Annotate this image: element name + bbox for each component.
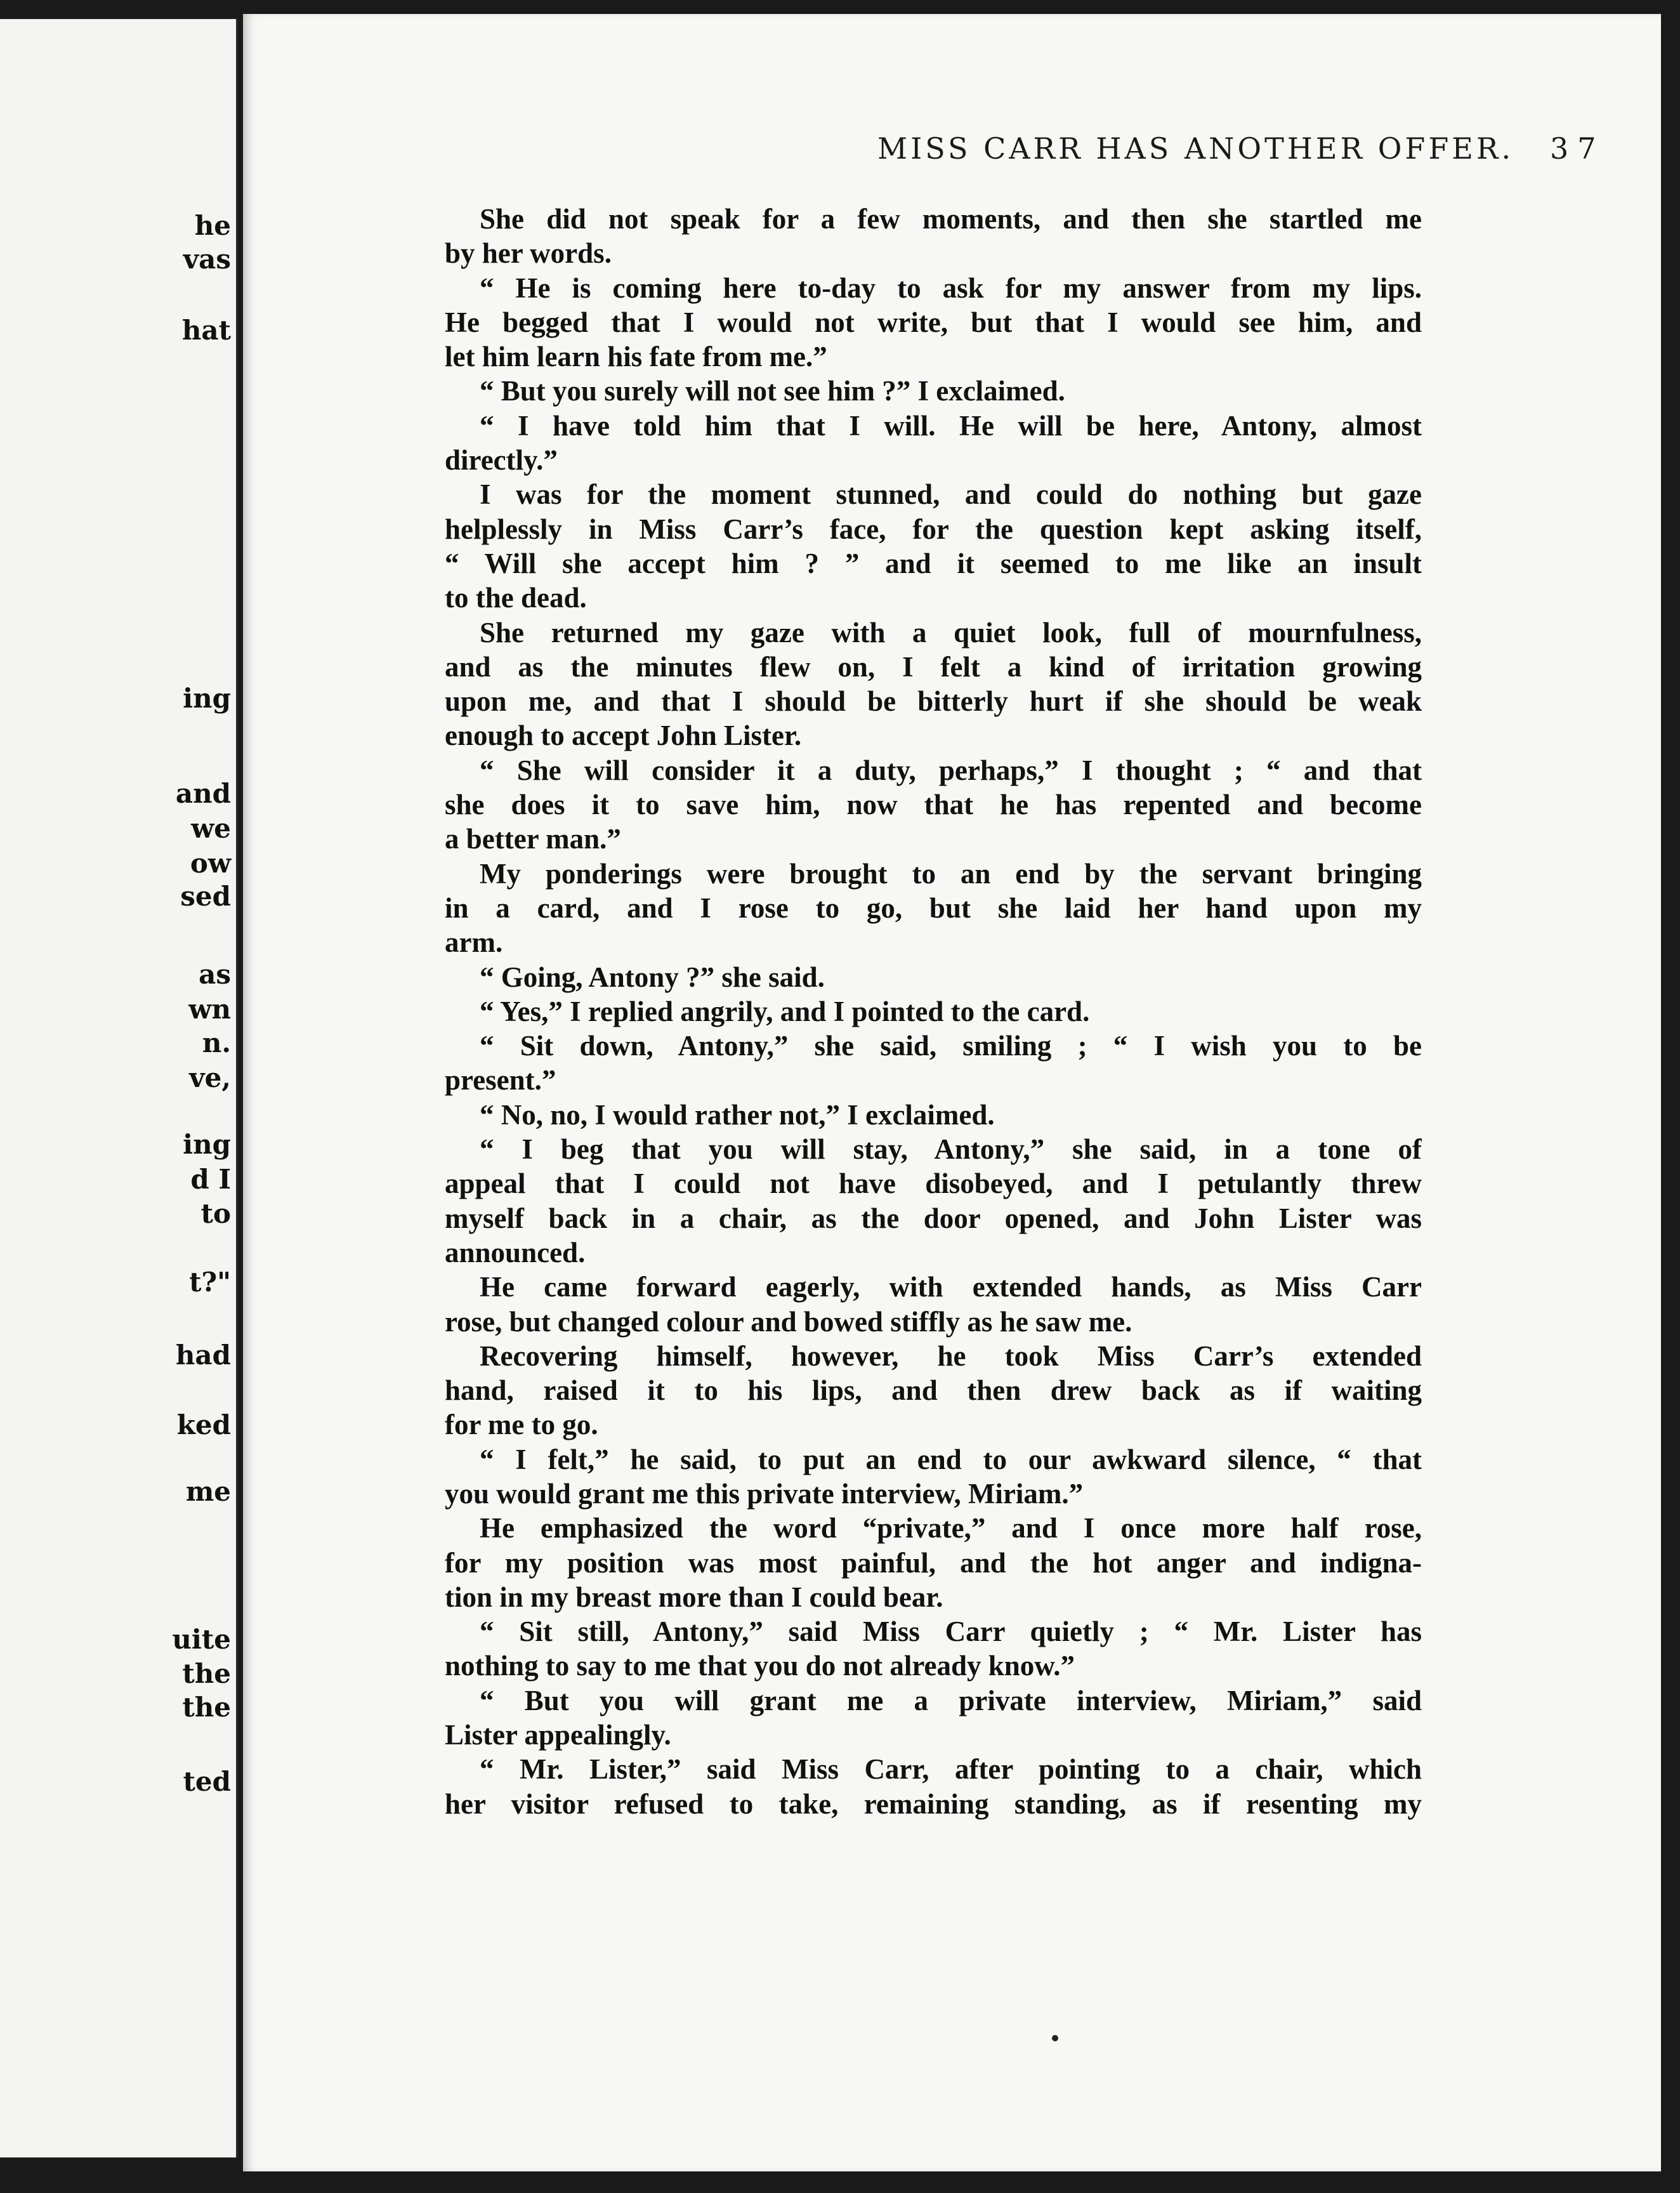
page-speck	[1052, 2035, 1058, 2041]
left-fragment: the	[182, 1692, 231, 1723]
body-text	[445, 202, 1422, 1821]
left-fragment: had	[175, 1340, 231, 1371]
text-line: you would grant me this private interview, Miriam.”	[445, 1477, 1084, 1510]
text-line: “ Yes,” I replied angrily, and I pointed to the card.	[480, 995, 1090, 1027]
text-line: “ Going, Antony ?” she said.	[480, 961, 825, 993]
left-fragment: he	[194, 210, 231, 241]
left-fragment: ow	[190, 848, 231, 879]
left-fragment: vas	[183, 244, 231, 275]
left-fragment: sed	[180, 881, 231, 912]
text-line: a better man.”	[445, 823, 621, 855]
text-line: for me to go.	[445, 1409, 598, 1441]
text-line: He came forward eagerly, with extended hands, as Miss Carr	[480, 1271, 1422, 1303]
text-line: hand, raised it to his lips, and then drew back as if waiting	[445, 1374, 1422, 1407]
text-line: directly.”	[445, 444, 558, 477]
left-fragment: ked	[176, 1409, 231, 1440]
left-fragment: wn	[188, 994, 231, 1025]
text-line: She returned my gaze with a quiet look, full of mournfulness,	[480, 616, 1422, 649]
text-line: myself back in a chair, as the door opened, and John Lister was	[445, 1202, 1422, 1234]
text-line: enough to accept John Lister.	[445, 720, 802, 752]
text-line: She did not speak for a few moments, and then she startled me	[480, 203, 1422, 235]
text-line: “ He is coming here to-day to ask for my answer from my lips.	[480, 272, 1422, 304]
left-fragment: d I	[190, 1164, 231, 1195]
text-line: appeal that I could not have disobeyed, and I petulantly threw	[445, 1168, 1422, 1200]
left-fragment: to	[200, 1198, 231, 1229]
left-fragment: me	[185, 1476, 231, 1507]
text-line: let him learn his fate from me.”	[445, 341, 827, 373]
text-line: rose, but changed colour and bowed stiffly as he saw me.	[445, 1305, 1132, 1338]
text-line: in a card, and I rose to go, but she laid her hand upon my	[445, 892, 1422, 924]
text-line: “ I beg that you will stay, Antony,” she said, in a tone of	[480, 1133, 1422, 1166]
text-line: arm.	[445, 926, 503, 959]
text-line: and as the minutes flew on, I felt a kind of irritation growing	[445, 650, 1422, 683]
text-line: her visitor refused to take, remaining standing, as if resenting my	[445, 1788, 1422, 1820]
main-page	[243, 14, 1661, 2171]
text-line: I was for the moment stunned, and could do nothing but gaze	[480, 478, 1422, 511]
text-line: He emphasized the word “private,” and I once more half rose,	[480, 1512, 1422, 1544]
left-fragment: ted	[183, 1766, 231, 1797]
text-line: to the dead.	[445, 582, 587, 614]
running-head-title: MISS CARR HAS ANOTHER OFFER.	[877, 131, 1514, 166]
text-line: helplessly in Miss Carr’s face, for the question kept asking itself,	[445, 513, 1422, 545]
text-line: present.”	[445, 1064, 556, 1096]
text-line: “ I felt,” he said, to put an end to our awkward silence, “ that	[480, 1443, 1422, 1475]
text-line: “ Sit still, Antony,” said Miss Carr quietly ; “ Mr. Lister has	[480, 1616, 1422, 1648]
text-line: upon me, and that I should be bitterly hurt if she should be weak	[445, 685, 1422, 718]
page-number: 37	[1550, 131, 1605, 166]
text-line: “ She will consider it a duty, perhaps,” I thought ; “ and that	[480, 754, 1422, 786]
left-fragment: ing	[183, 1129, 231, 1160]
text-line: My ponderings were brought to an end by the servant bringing	[480, 857, 1422, 890]
text-line: for my position was most painful, and the hot anger and indigna-	[445, 1546, 1422, 1579]
text-line: she does it to save him, now that he has repented and become	[445, 789, 1422, 821]
left-fragment: n.	[202, 1027, 231, 1058]
text-line: “ Mr. Lister,” said Miss Carr, after pointing to a chair, which	[480, 1753, 1422, 1786]
text-line: Recovering himself, however, he took Miss Carr’s extended	[480, 1340, 1422, 1372]
text-line: “ No, no, I would rather not,” I exclaimed.	[480, 1098, 995, 1131]
left-fragment: uite	[172, 1624, 231, 1655]
left-fragment: and	[175, 778, 231, 809]
text-line: tion in my breast more than I could bear.	[445, 1581, 943, 1613]
left-fragment: we	[191, 813, 231, 844]
running-head	[877, 131, 1639, 166]
left-fragment: the	[182, 1658, 231, 1689]
text-line: by her words.	[445, 237, 612, 270]
text-line: “ Sit down, Antony,” she said, smiling ; “ I wish you to be	[480, 1030, 1422, 1062]
left-fragment: hat	[181, 315, 231, 346]
left-fragment: ing	[183, 683, 231, 714]
left-fragment: as	[199, 959, 231, 990]
text-line: “ But you surely will not see him ?” I exclaimed.	[480, 375, 1065, 407]
text-line: “ Will she accept him ? ” and it seemed to me like an insult	[445, 547, 1422, 579]
text-line: “ But you will grant me a private interview, Miriam,” said	[480, 1684, 1422, 1716]
text-line: announced.	[445, 1236, 586, 1268]
left-facing-page	[0, 19, 238, 2157]
text-line: nothing to say to me that you do not already know.”	[445, 1650, 1075, 1682]
text-line: Lister appealingly.	[445, 1719, 671, 1751]
text-line: He begged that I would not write, but that I would see him, and	[445, 306, 1422, 338]
left-fragment: t?"	[189, 1267, 231, 1298]
text-line: “ I have told him that I will. He will be here, Antony, almost	[480, 409, 1422, 442]
left-fragment: ve,	[189, 1062, 231, 1093]
